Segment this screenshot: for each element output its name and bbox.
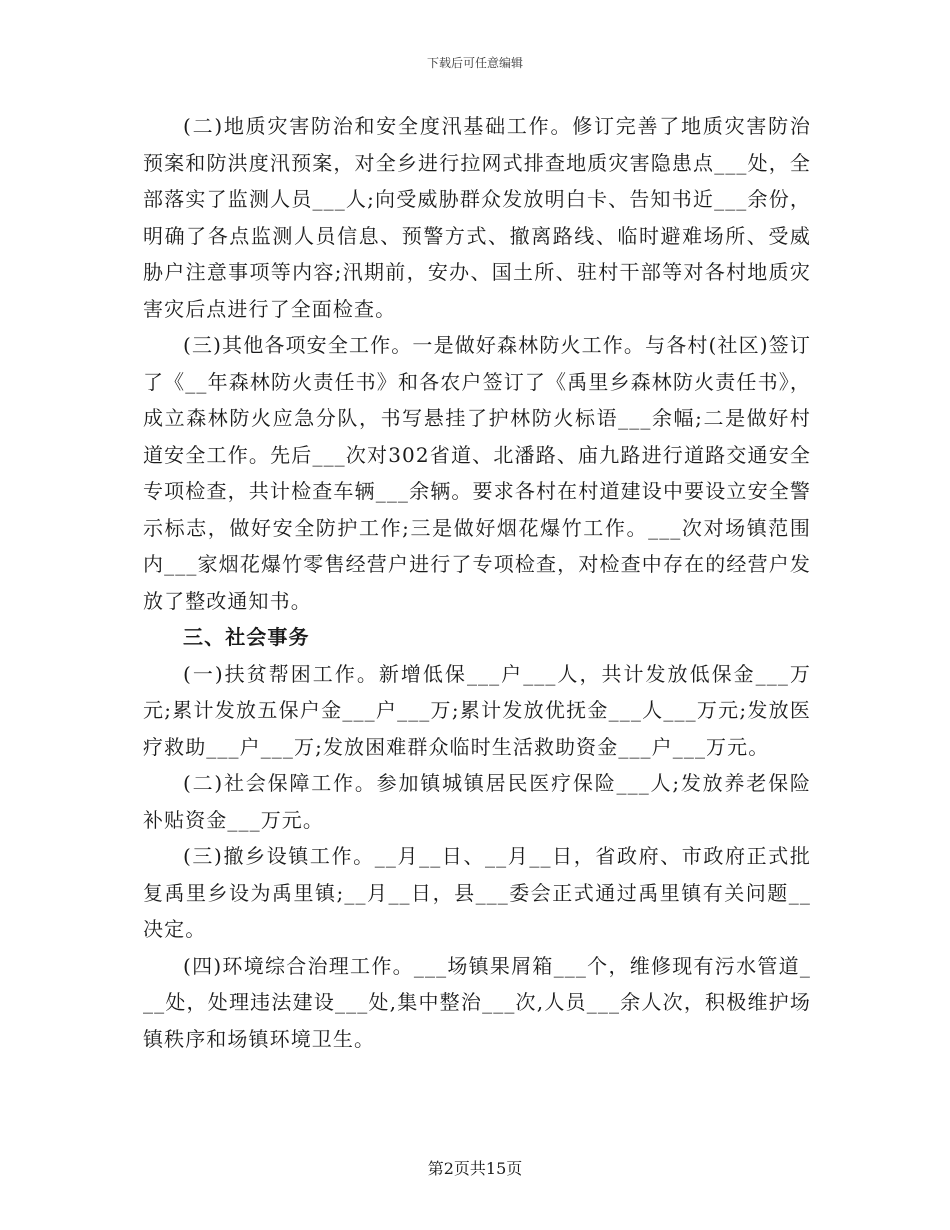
document-body	[143, 108, 811, 1057]
section-heading-social-affairs: 三、社会事务	[183, 625, 310, 649]
page-number: 第2页共15页	[427, 1159, 523, 1178]
paragraph-social-security: (二)社会保障工作。参加镇城镇居民医疗保险___人;发放养老保险补贴资金___万元。	[143, 771, 811, 832]
header-note: 下载后可任意编辑	[426, 56, 523, 70]
paragraph-geological-disaster: (二)地质灾害防治和安全度汛基础工作。修订完善了地质灾害防治预案和防洪度汛预案，对全乡进行拉网式排查地质灾害隐患点___处，全部落实了监测人员___人;向受威胁群众发放明白卡、告知书近___余份，明确了各点监测人员信息、预警方式、撤离路线、临时避难场所、受威胁户注意事项等内容;汛期前，安办、国土所、驻村干部等对各村地质灾害灾后点进行了全面检查。	[143, 114, 811, 321]
paragraph-poverty-relief: (一)扶贫帮困工作。新增低保___户___人，共计发放低保金___万元;累计发放五保户金___户___万;累计发放优抚金___人___万元;发放医疗救助___户___万;发放困难群众临时生活救助资金___户___万元。	[143, 661, 811, 759]
paragraph-environment-governance: (四)环境综合治理工作。___场镇果屑箱___个，维修现有污水管道___处，处理违法建设___处,集中整治___次,人员___余人次，积极维护场镇秩序和场镇环境卫生。	[143, 953, 811, 1051]
paragraph-township-reform: (三)撤乡设镇工作。__月__日、__月__日，省政府、市政府正式批复禹里乡设为禹里镇;__月__日，县___委会正式通过禹里镇有关问题__决定。	[143, 844, 811, 941]
paragraph-other-safety-work: (三)其他各项安全工作。一是做好森林防火工作。与各村(社区)签订了《__年森林防火责任书》和各农户签订了《禹里乡森林防火责任书》，成立森林防火应急分队，书写悬挂了护林防火标语___余幅;二是做好村道安全工作。先后___次对302省道、北潘路、庙九路进行道路交通安全专项检查，共计检查车辆___余辆。要求各村在村道建设中要设立安全警示标志，做好安全防护工作;三是做好烟花爆竹工作。___次对场镇范围内___家烟花爆竹零售经营户进行了专项检查，对检查中存在的经营户发放了整改通知书。	[143, 333, 811, 613]
